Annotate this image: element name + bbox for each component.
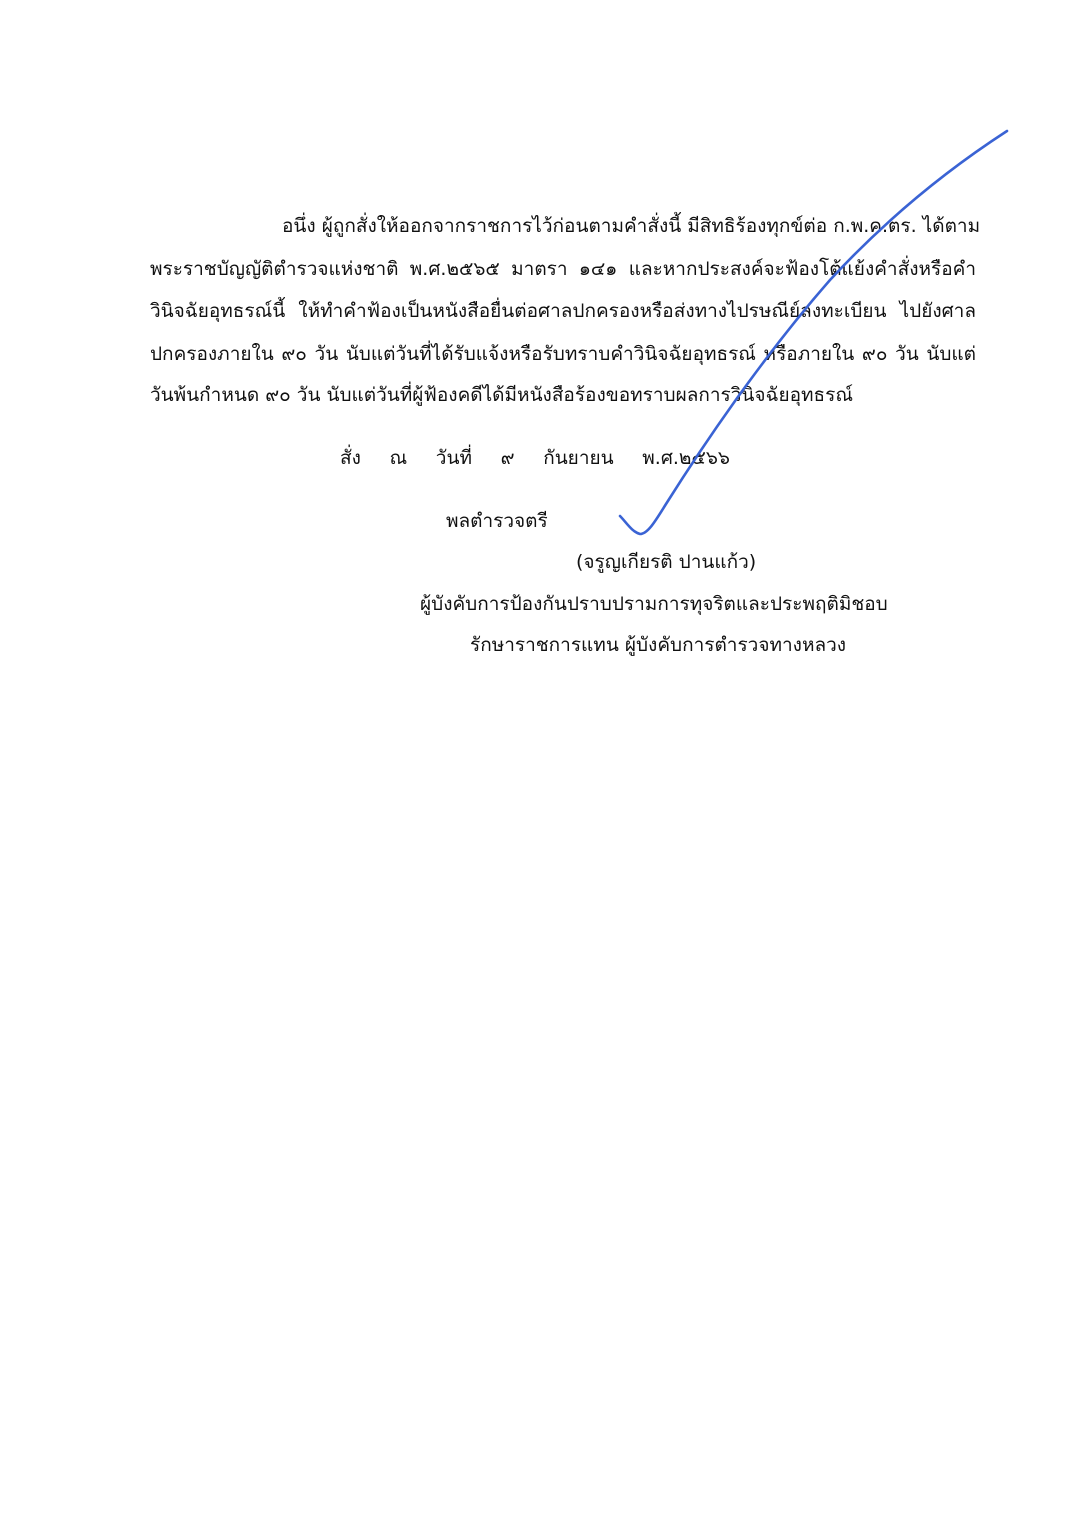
- order-label: สั่ง: [340, 447, 361, 469]
- paragraph-line-3: วินิจฉัยอุทธรณ์นี้ ให้ทำคำฟ้องเป็นหนังสือยื่นต่อศาลปกครองหรือส่งทางไปรษณีย์ลงทะเบียน ไปยังศาล: [150, 300, 976, 322]
- day-value: ๙: [500, 447, 515, 469]
- paragraph-line-1: อนึ่ง ผู้ถูกสั่งให้ออกจากราชการไว้ก่อนตามคำสั่งนี้ มีสิทธิร้องทุกข์ต่อ ก.พ.ค.ตร. ได้ตาม: [282, 215, 981, 237]
- signer-acting-position: รักษาราชการแทน ผู้บังคับการตำรวจทางหลวง: [470, 634, 847, 656]
- paragraph-line-2: พระราชบัญญัติตำรวจแห่งชาติ พ.ศ.๒๕๖๕ มาตรา ๑๔๑ และหากประสงค์จะฟ้องโต้แย้งคำสั่งหรือคำ: [150, 258, 976, 280]
- day-label: วันที่: [435, 447, 472, 469]
- signer-position: ผู้บังคับการป้องกันปราบปรามการทุจริตและประพฤติมิชอบ: [420, 593, 888, 615]
- at-label: ณ: [389, 447, 408, 469]
- signer-name: (จรูญเกียรติ ปานแก้ว): [576, 551, 757, 573]
- month-value: กันยายน: [543, 447, 614, 469]
- paragraph-line-5: วันพ้นกำหนด ๙๐ วัน นับแต่วันที่ผู้ฟ้องคดีได้มีหนังสือร้องขอทราบผลการวินิจฉัยอุทธรณ์: [150, 384, 853, 406]
- checkmark-stroke: [620, 131, 1007, 534]
- order-date-line: [340, 446, 730, 470]
- signer-rank: พลตำรวจตรี: [446, 510, 548, 532]
- year-value: พ.ศ.๒๕๖๖: [642, 447, 730, 469]
- paragraph-line-4: ปกครองภายใน ๙๐ วัน นับแต่วันที่ได้รับแจ้งหรือรับทราบคำวินิจฉัยอุทธรณ์ หรือภายใน ๙๐ วัน นับแต่: [150, 343, 976, 365]
